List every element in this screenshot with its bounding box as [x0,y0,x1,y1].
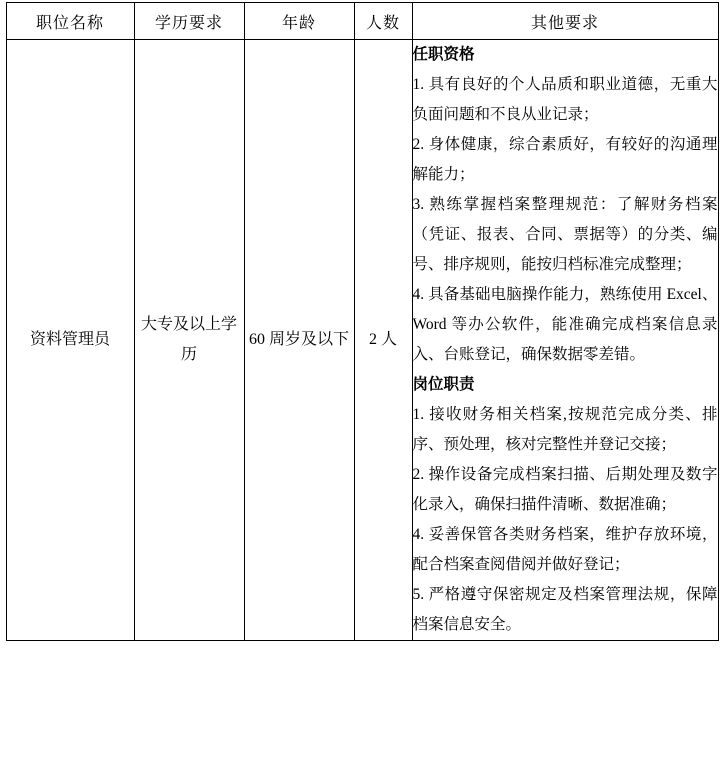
table-header [6,3,718,40]
duty-item: 1. 接收财务相关档案,按规范完成分类、排序、预处理，核对完整性并登记交接； [412,406,718,453]
duty-item: 4. 妥善保管各类财务档案，维护存放环境，配合档案查阅借阅并做好登记； [412,526,718,573]
qualification-item: 1. 具有良好的个人品质和职业道德，无重大负面问题和不良从业记录； [412,76,718,123]
cell-position-name: 资料管理员 [6,40,134,641]
qualification-item: 4. 具备基础电脑操作能力，熟练使用 Excel、Word 等办公软件，能准确完成档案信息录入、台账登记，确保数据零差错。 [412,286,718,363]
table-body [6,40,718,641]
qualification-item: 3. 熟练掌握档案整理规范：了解财务档案（凭证、报表、合同、票据等）的分类、编号、排序规则，能按归档标准完成整理； [412,196,718,273]
column-header-count: 人数 [354,3,412,40]
column-header-age: 年龄 [244,3,354,40]
qualification-item: 2. 身体健康，综合素质好，有较好的沟通理解能力； [412,136,718,183]
qualification-section [413,40,718,370]
table-row [6,40,718,641]
cell-headcount: 2 人 [354,40,412,641]
table-header-row [6,3,718,40]
cell-age-requirement: 60 周岁及以下 [244,40,354,641]
cell-other-requirements [412,40,718,641]
duty-section [413,370,718,640]
qualification-title: 任职资格 [412,46,475,63]
duty-item: 5. 严格遵守保密规定及档案管理法规，保障档案信息安全。 [412,586,718,633]
cell-education-requirement: 大专及以上学历 [134,40,244,641]
job-requirements-table [6,2,719,641]
duty-title: 岗位职责 [412,376,475,393]
column-header-education: 学历要求 [134,3,244,40]
duty-item: 2. 操作设备完成档案扫描、后期处理及数字化录入，确保扫描件清晰、数据准确； [412,466,718,513]
column-header-position: 职位名称 [6,3,134,40]
column-header-other-requirements: 其他要求 [412,3,718,40]
